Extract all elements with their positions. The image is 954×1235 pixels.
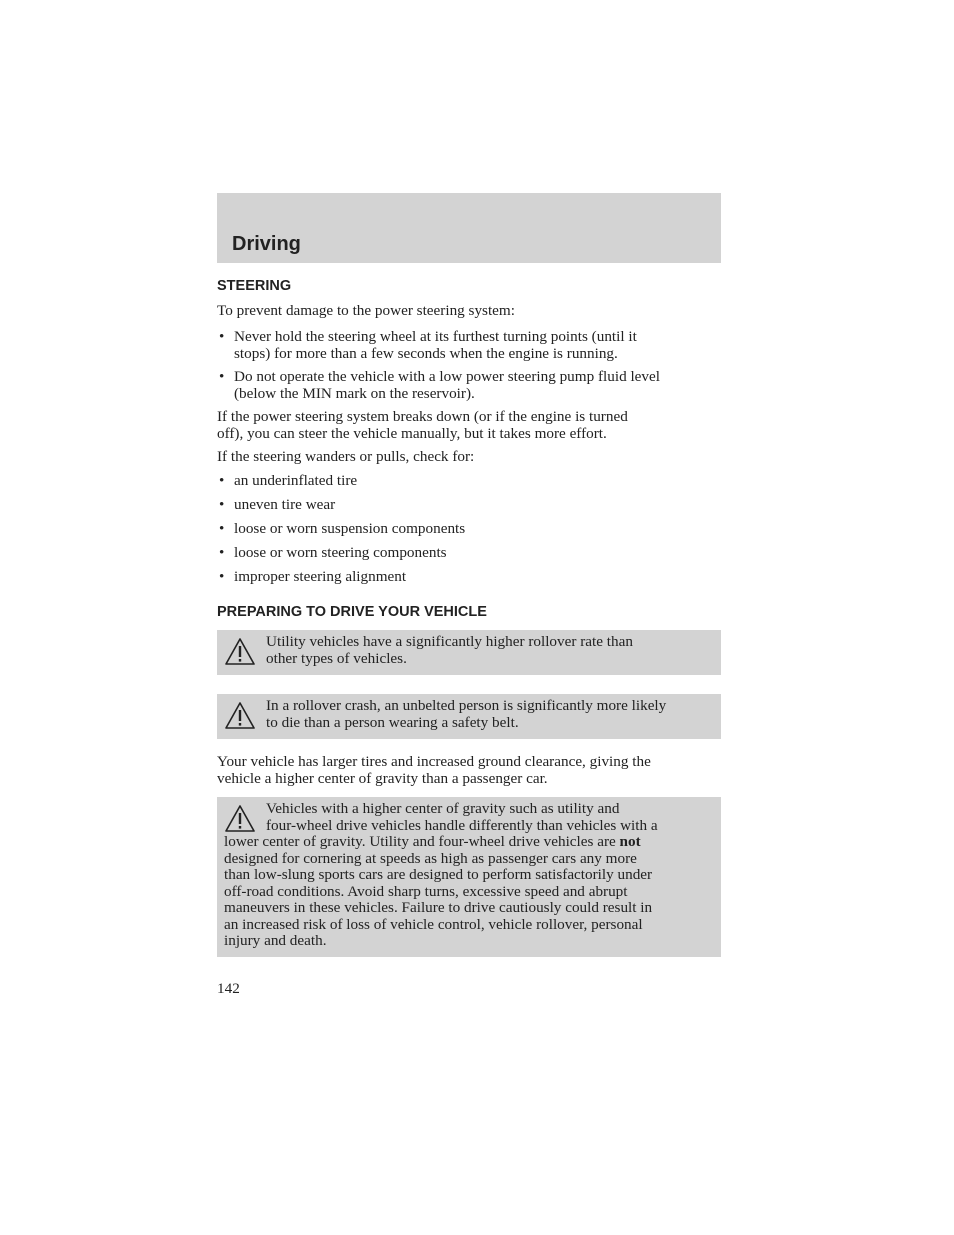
bullet-text: improper steering alignment [234,568,407,585]
warning-text-line: off-road conditions. Avoid sharp turns, excessive speed and abrupt [224,882,628,900]
steering-intro: To prevent damage to the power steering system: [217,302,515,319]
bullet-text-line: Never hold the steering wheel at its furthest turning points (until it [234,328,637,345]
bullet-dot: • [219,520,225,537]
check-bullet [217,521,721,538]
bullet-text-line: Do not operate the vehicle with a low power steering pump fluid level [234,368,660,385]
paragraph-line: off), you can steer the vehicle manually, but it takes more effort. [217,424,607,442]
steering-check-intro: If the steering wanders or pulls, check for: [217,448,475,465]
preparing-heading: PREPARING TO DRIVE YOUR VEHICLE [217,604,487,620]
center-of-gravity-paragraph [217,754,721,787]
bullet-text: loose or worn suspension components [234,520,466,537]
steering-heading: STEERING [217,278,292,294]
steering-bullet [217,329,721,362]
warning-text-line: other types of vehicles. [266,649,407,667]
warning-text-line: maneuvers in these vehicles. Failure to drive cautiously could result in [224,899,653,916]
page-number: 142 [217,980,240,997]
steering-bullet [217,369,721,402]
warning-text-line: than low-slung sports cars are designed to perform satisfactorily under [224,866,653,883]
warning-text-line: In a rollover crash, an unbelted person is significantly more likely [266,697,667,714]
warning-emphasis: not [619,833,641,850]
warning-text-line: Utility vehicles have a significantly higher rollover rate than [266,633,633,650]
check-bullet [217,497,721,514]
steering-breakdown-paragraph [217,409,721,442]
check-bullet [217,545,721,562]
paragraph-line: If the power steering system breaks down (or if the engine is turned [217,408,628,425]
warning-text-line: Vehicles with a higher center of gravity such as utility and [266,800,620,817]
bullet-dot: • [219,544,225,561]
warning-text-line: injury and death. [224,932,327,949]
check-bullet [217,569,721,586]
bullet-dot: • [219,472,225,489]
warning-text-segment: lower center of gravity. Utility and four-wheel drive vehicles are [224,833,620,850]
section-header-band [217,193,721,263]
warning-text-line: to die than a person wearing a safety belt. [266,713,519,731]
manual-page [217,193,721,997]
warning-box [217,630,721,675]
paragraph-line: Your vehicle has larger tires and increased ground clearance, giving the [217,753,651,770]
warning-text-line [224,834,715,851]
warning-box [217,694,721,739]
warning-box [217,797,721,957]
warning-text-line: four-wheel drive vehicles handle differently than vehicles with a [266,816,658,834]
bullet-text: loose or worn steering components [234,544,447,561]
bullet-text: an underinflated tire [234,472,358,489]
warning-text-line: designed for cornering at speeds as high as passenger cars any more [224,849,637,867]
bullet-text-line: stops) for more than a few seconds when the engine is running. [234,344,618,362]
warning-triangle-icon [224,701,256,730]
warning-text-line: an increased risk of loss of vehicle control, vehicle rollover, personal [224,915,643,933]
bullet-dot: • [219,496,225,513]
check-bullet [217,473,721,490]
bullet-text-line: (below the MIN mark on the reservoir). [234,384,475,402]
bullet-dot: • [219,328,225,345]
warning-triangle-icon [224,637,256,666]
bullet-text: uneven tire wear [234,496,336,513]
bullet-dot: • [219,368,225,385]
paragraph-line: vehicle a higher center of gravity than a passenger car. [217,769,548,787]
bullet-dot: • [219,568,225,585]
section-title: Driving [232,233,301,255]
